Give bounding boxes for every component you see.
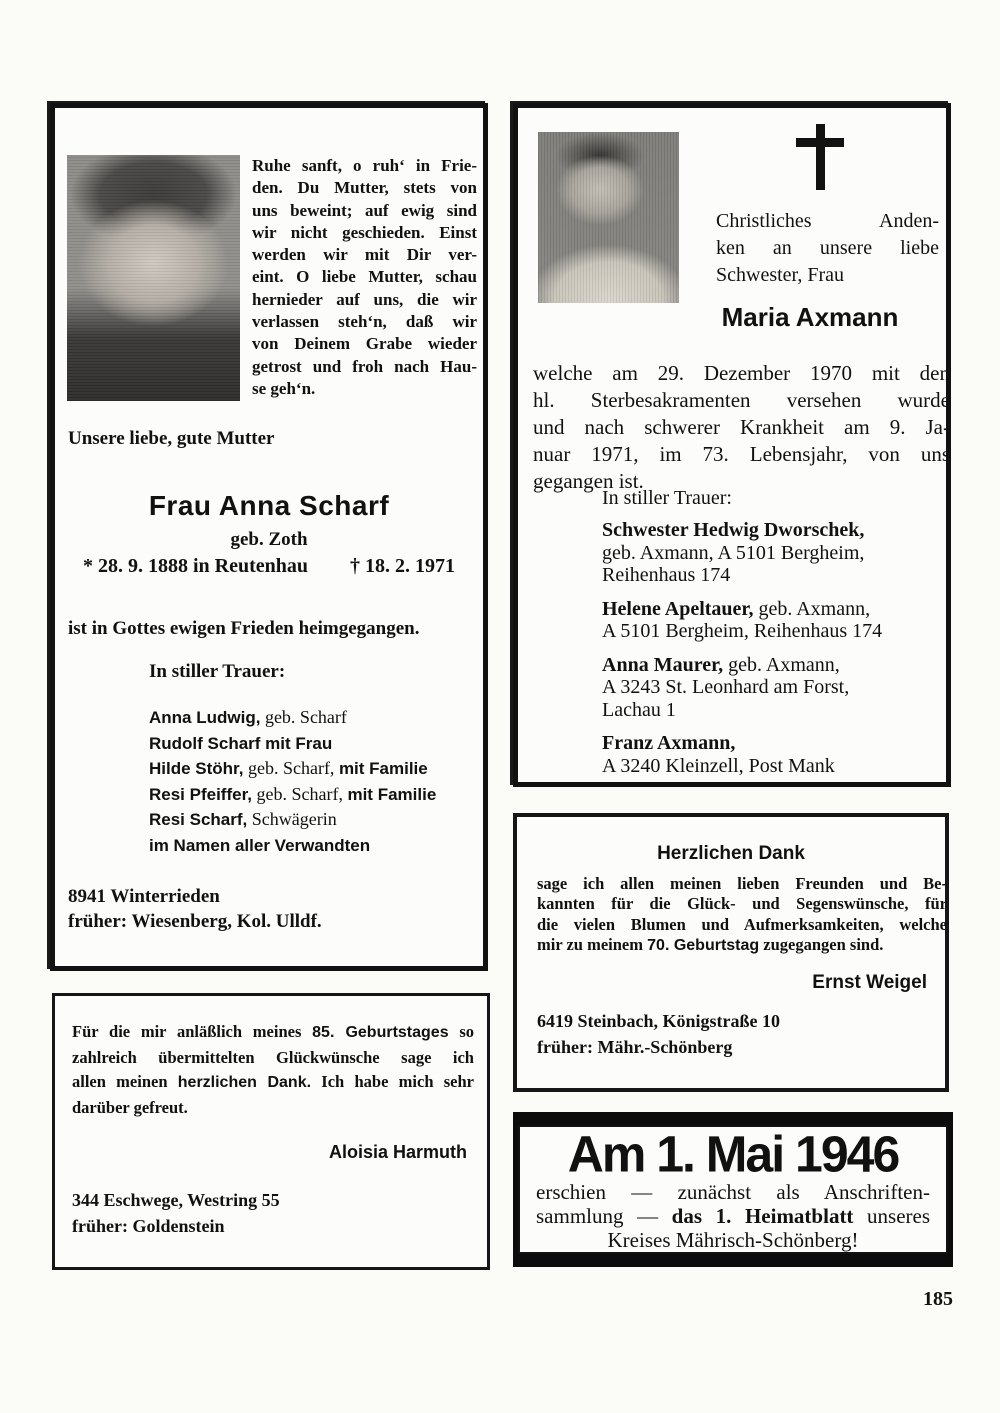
signature-weigel: Ernst Weigel: [812, 972, 927, 993]
address-line: 8941 Winterrieden: [68, 886, 220, 907]
passing-line: ist in Gottes ewigen Frieden heimgegangen.: [68, 618, 420, 639]
address-line: früher: Goldenstein: [72, 1216, 225, 1236]
address-block-scharf: [68, 884, 322, 934]
notice-title: Herzlichen Dank: [657, 843, 805, 864]
memorial-intro: Christliches Anden- ken an unsere liebe Schwester, Frau: [716, 210, 939, 286]
address-block-harmuth: [72, 1187, 280, 1239]
life-dates: [55, 555, 483, 578]
obituary-anna-scharf: [50, 103, 488, 971]
mourner-entry: Schwester Hedwig Dworschek, geb. Axmann, A 5101 Bergheim, Reihenhaus 174: [602, 519, 865, 586]
notice-text: Für die mir anläßlich meines 85. Geburtstages so zahlreich übermittelten Glückwünsche sage ich allen meinen herzlichen Dank. Ich habe mich sehr darüber gefreut.: [72, 1022, 475, 1117]
birth-date: * 28. 9. 1888 in Reutenhau: [82, 555, 309, 577]
obituary-text: welche am 29. Dezember 1970 mit den hl. Sterbesakramenten versehen wurde und nach schwerer Krankheit am 9. Ja- nuar 1971, im 73. Lebensjahr, von uns gegangen ist.: [533, 361, 950, 493]
address-line: 6419 Steinbach, Königstraße 10: [537, 1011, 781, 1031]
maiden-name: geb. Zoth: [230, 529, 308, 550]
page-number: 185: [923, 1288, 953, 1310]
mourning-header-axmann: In stiller Trauer:: [602, 487, 732, 509]
thank-you-notice-weigel: [513, 813, 949, 1092]
deceased-name-scharf: Frau Anna Scharf: [148, 490, 390, 521]
mourners-list-axmann: [602, 519, 952, 788]
mourning-header-scharf: In stiller Trauer:: [149, 661, 286, 682]
obituary-maria-axmann: [513, 103, 951, 787]
address-block-weigel: [537, 1009, 780, 1060]
address-line: früher: Mähr.-Schönberg: [537, 1036, 733, 1057]
memorial-verse: Ruhe sanft, o ruh‘ in Frie- den. Du Mutter, stets von uns beweint; auf ewig sind wir nicht geschieden. Einst werden wir mit Dir ver- eint. O liebe Mutter, schau hernieder auf uns, die wir verlassen steh‘n, daß wir von Deinem Grabe wieder getrost und froh nach Hau- se geh‘n.: [252, 156, 477, 398]
signature-harmuth: Aloisia Harmuth: [328, 1142, 467, 1162]
cross-icon: [796, 124, 844, 190]
notice-text: sage ich allen meinen lieben Freunden und Be- kannten für die Glück- und Segenswünsche, für die vielen Blumen und Aufmerksamkeiten, welche mir zu meinem 70. Geburtstag zugegangen sind.: [537, 874, 947, 954]
mourner-entry: Anna Maurer, geb. Axmann, A 3243 St. Leonhard am Forst, Lachau 1: [602, 653, 850, 721]
death-date: † 18. 2. 1971: [350, 555, 456, 577]
thank-you-notice-harmuth: [52, 993, 490, 1270]
deceased-name-axmann: Maria Axmann: [721, 302, 899, 332]
address-line: früher: Wiesenberg, Kol. Ulldf.: [68, 911, 322, 932]
heimatblatt-announcement: [513, 1112, 953, 1267]
intro-line: Unsere liebe, gute Mutter: [68, 428, 275, 449]
portrait-photo-anna-scharf: [67, 155, 240, 401]
mourners-list-scharf: Anna Ludwig, geb. Scharf Rudolf Scharf mit Frau Hilde Stöhr, geb. Scharf, mit Familie Resi Pfeiffer, geb. Scharf, mit Familie Resi Scharf, Schwägerin im Namen aller Verwandten: [149, 707, 437, 855]
mourner-entry: Helene Apeltauer, geb. Axmann, A 5101 Bergheim, Reihenhaus 174: [602, 597, 883, 642]
address-line: 344 Eschwege, Westring 55: [72, 1190, 280, 1210]
portrait-photo-maria-axmann: [538, 132, 679, 303]
announcement-text: erschien — zunächst als Anschriften- sammlung — das 1. Heimatblatt unseres Kreises Mährisch-Schönberg!: [536, 1180, 931, 1252]
announcement-headline: Am 1. Mai 1946: [567, 1125, 899, 1183]
mourner-entry: Franz Axmann, A 3240 Kleinzell, Post Mank: [602, 732, 835, 777]
